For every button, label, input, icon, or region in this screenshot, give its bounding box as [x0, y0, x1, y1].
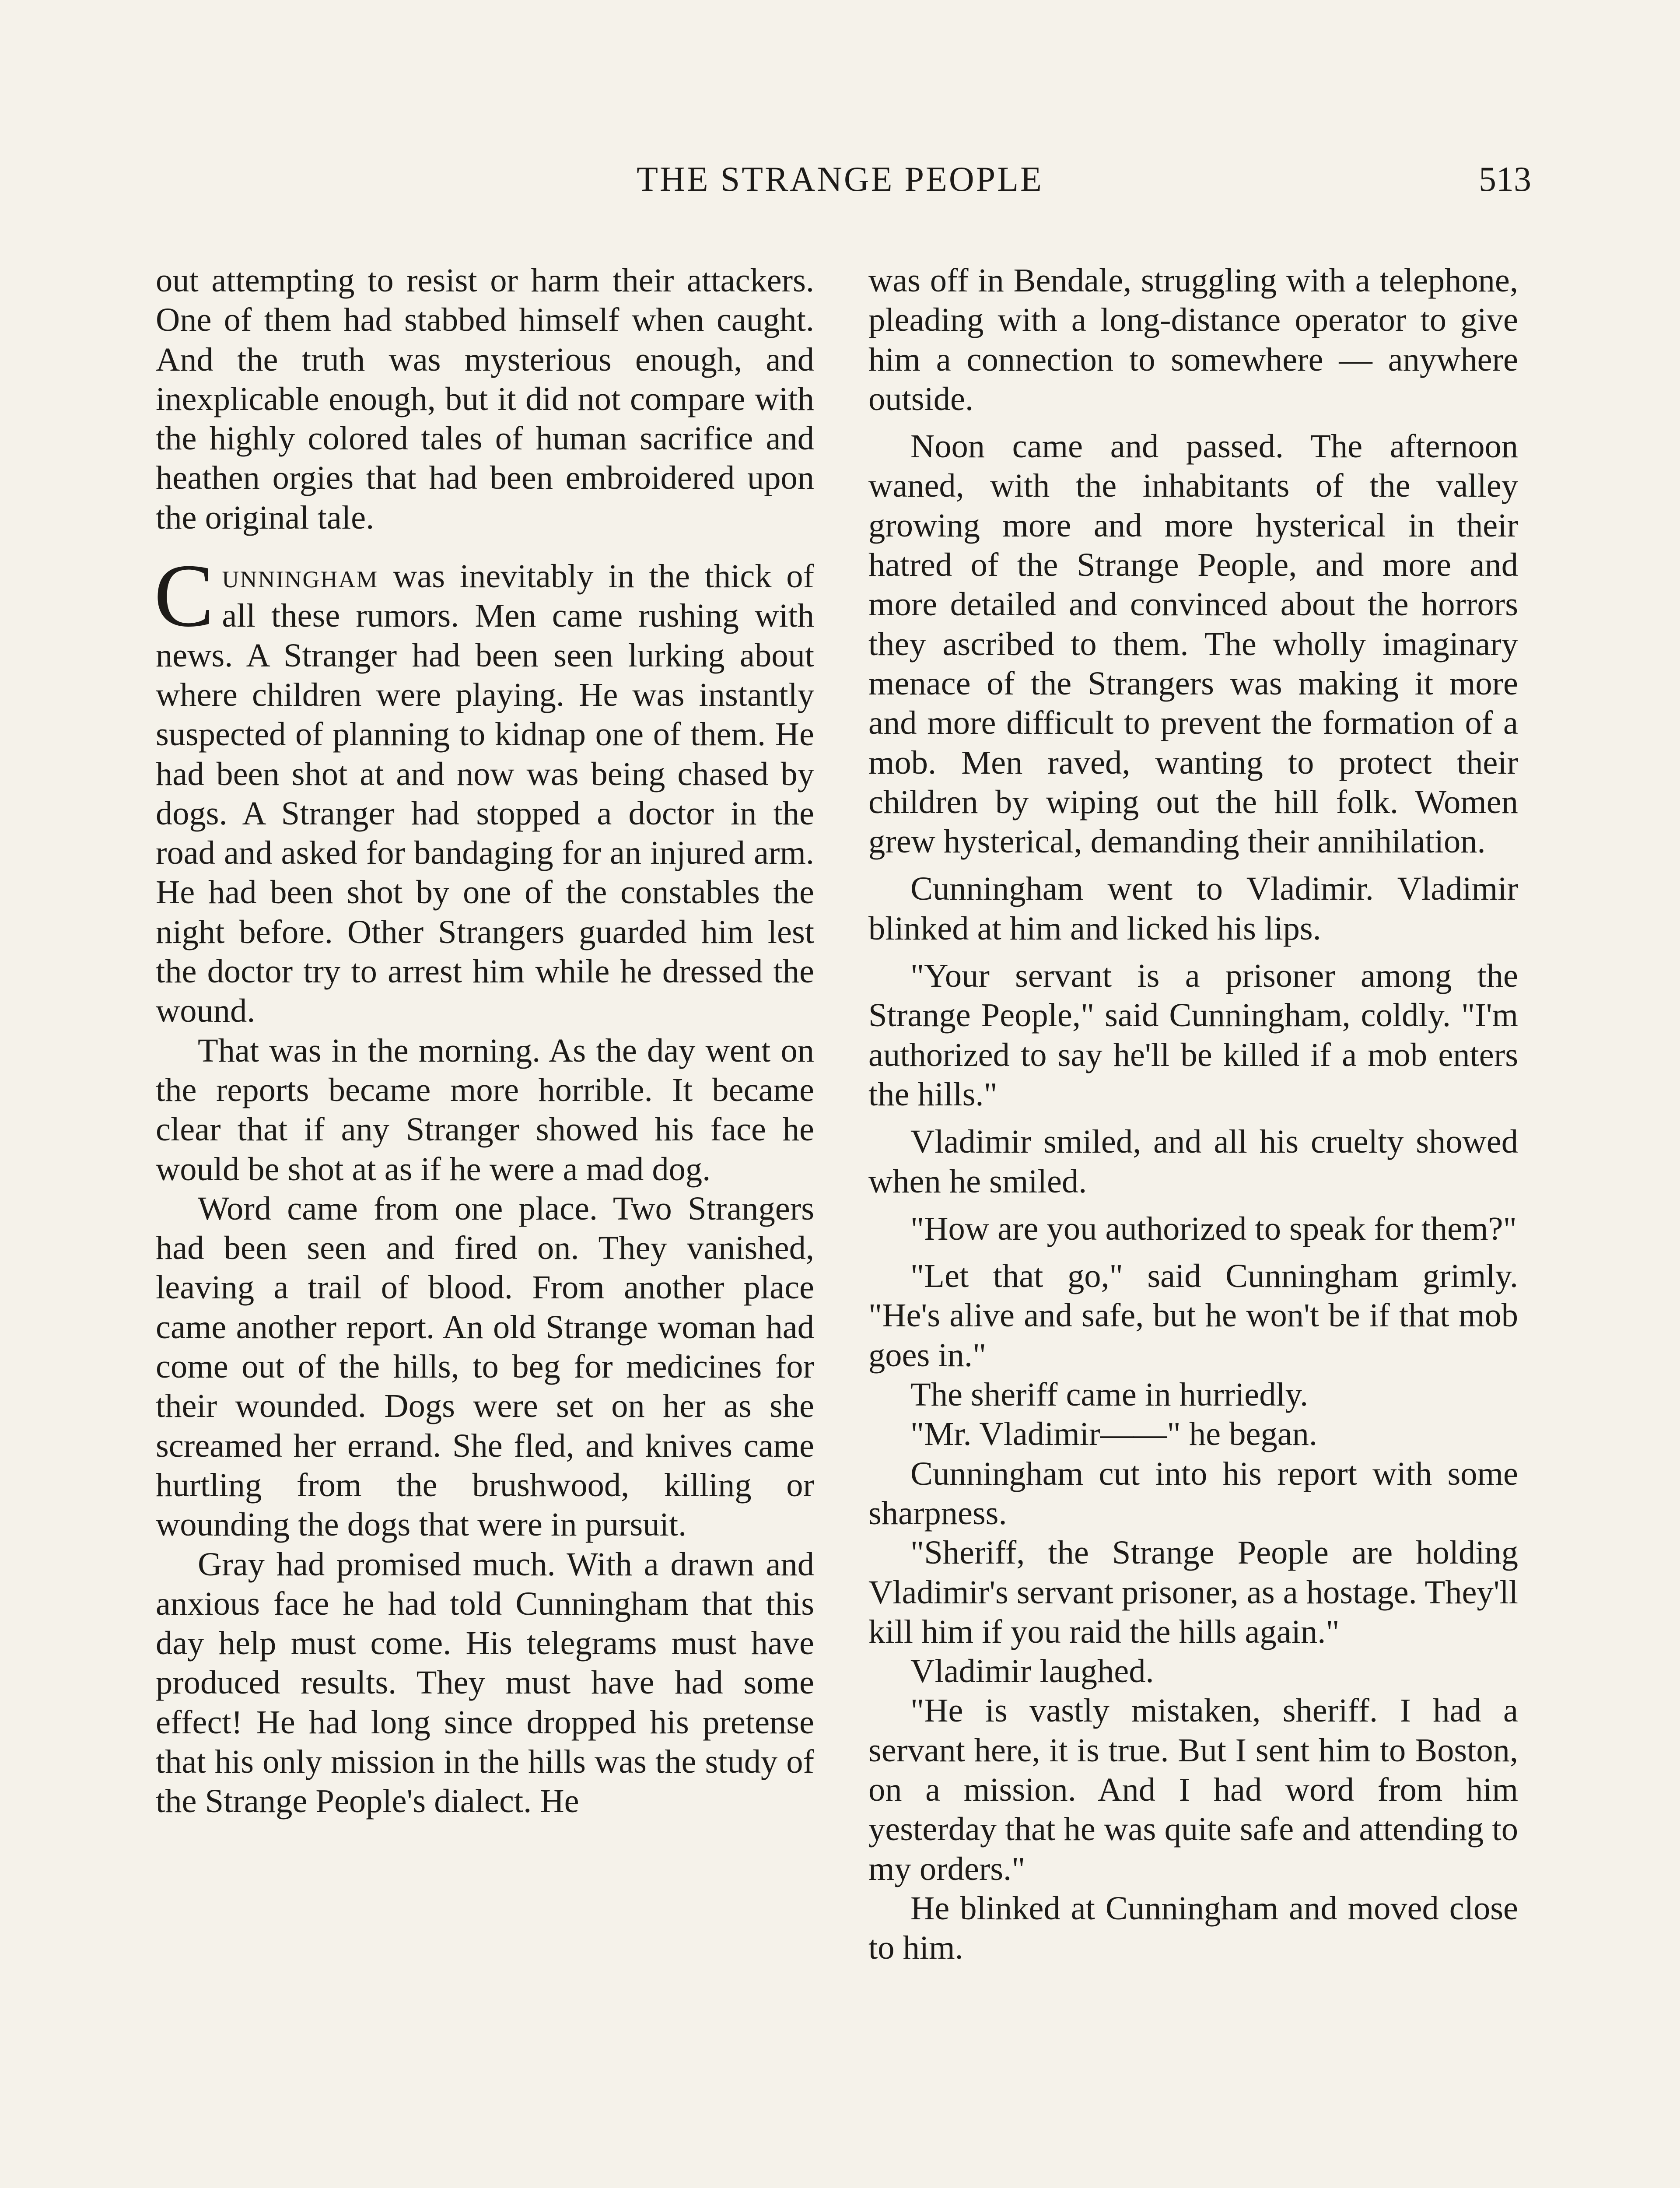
page-number: 513 — [1479, 160, 1531, 199]
paragraph: "Your servant is a prisoner among the Strange People," said Cunningham, coldly. "I'm authorized to say he'll be killed if a mob enters the hills." — [868, 957, 1518, 1113]
paragraph: was off in Bendale, struggling with a telephone, pleading with a long-distance operator to give him a connection to somewhere — anywhere outside. — [868, 262, 1518, 417]
paragraph: Vladimir laughed. — [910, 1652, 1154, 1690]
paragraph: Vladimir smiled, and all his cruelty showed when he smiled. — [868, 1123, 1518, 1200]
paragraph: Cunningham cut into his report with some sharpness. — [868, 1455, 1518, 1532]
paragraph: "Sheriff, the Strange People are holding Vladimir's servant prisoner, as a hostage. They'll kill him if you raid the hills again." — [868, 1534, 1518, 1650]
paragraph: That was in the morning. As the day went on the reports became more horrible. It became clear that if any Stranger showed his face he would be shot at as if he were a mad dog. — [156, 1031, 814, 1188]
paragraph: "How are you authorized to speak for them?" — [910, 1210, 1517, 1247]
left-column — [156, 261, 814, 1821]
drop-cap: C — [154, 545, 214, 646]
running-title: THE STRANGE PEOPLE — [637, 160, 1043, 199]
small-caps-word: unningham — [222, 558, 378, 595]
paragraph: "He is vastly mistaken, sheriff. I had a servant here, it is true. But I sent him to Boston, on a mission. And I had word from him yesterday that he was quite safe and attending to my orders." — [868, 1692, 1518, 1887]
paragraph: He blinked at Cunningham and moved close to him. — [868, 1889, 1518, 1967]
paragraph: "Mr. Vladimir——" he began. — [910, 1415, 1318, 1453]
paragraph: Cunningham went to Vladimir. Vladimir blinked at him and licked his lips. — [868, 870, 1518, 947]
right-column — [868, 261, 1518, 1967]
paragraph: Gray had promised much. With a drawn and anxious face he had told Cunningham that this day help must come. His telegrams must have produced results. They must have had some effect! He had long since dropped his pretense that his only mission in the hills was the study of the Strange People's dialect. He — [156, 1545, 814, 1820]
paragraph-text: was inevitably in the thick of all these rumors. Men came rushing with news. A Stranger had been seen lurking about where children were playing. He was instantly suspected of planning to kidnap one of them. He had been shot at and now was being chased by dogs. A Stranger had stopped a doctor in the road and asked for bandaging for an injured arm. He had been shot by one of the constables the night before. Other Strangers guarded him lest the doctor try to arrest him while he dressed the wound. — [156, 558, 814, 1030]
paragraph: out attempting to resist or harm their attackers. One of them had stabbed himself when caught. And the truth was mysterious enough, and inexplicable enough, but it did not compare with the highly colored tales of human sacrifice and heathen orgies that had been embroidered upon the original tale. — [156, 262, 814, 536]
paragraph: Word came from one place. Two Strangers had been seen and fired on. They vanished, leaving a trail of blood. From another place came another report. An old Strange woman had come out of the hills, to beg for medicines for their wounded. Dogs were set on her as she screamed her errand. She fled, and knives came hurtling from the brushwood, killing or wounding the dogs that were in pursuit. — [156, 1189, 814, 1543]
paragraph: Noon came and passed. The afternoon waned, with the inhabitants of the valley growing more and more hysterical in their hatred of the Strange People, and more and more detailed and convinced about the horrors they ascribed to them. The wholly imaginary menace of the Strangers was making it more and more difficult to prevent the formation of a mob. Men raved, wanting to protect their children by wiping out the hill folk. Women grew hysterical, demanding their annihilation. — [868, 428, 1518, 860]
paragraph-with-dropcap — [154, 545, 814, 1031]
paragraph: "Let that go," said Cunningham grimly. "He's alive and safe, but he won't be if that mob goes in." — [868, 1257, 1518, 1374]
paragraph: The sheriff came in hurriedly. — [910, 1376, 1309, 1413]
